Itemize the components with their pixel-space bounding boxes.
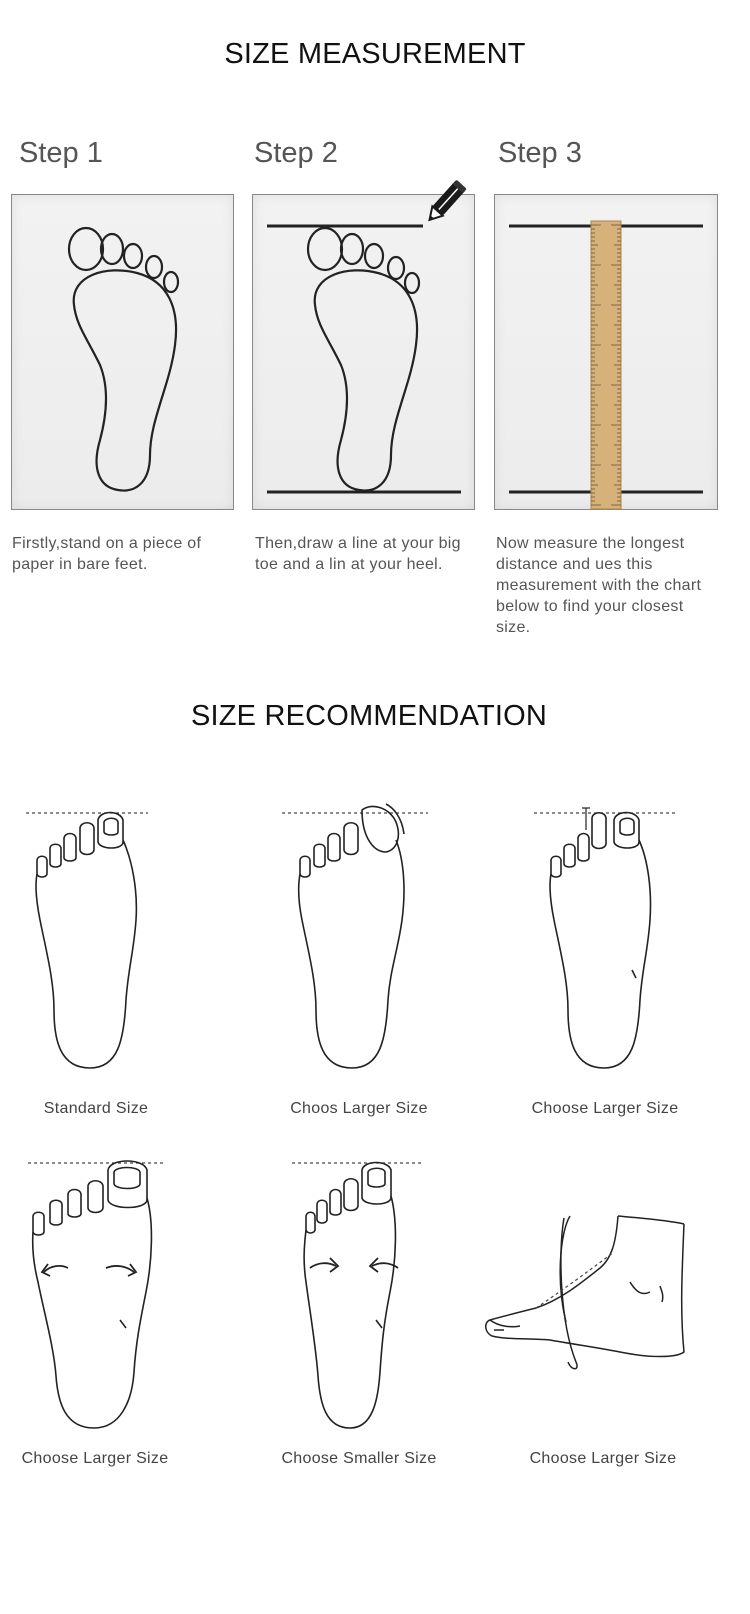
ruler-measurement-icon [495,195,717,509]
caption-long-second-toe: Choose Larger Size [531,1100,679,1117]
caption-narrow-foot: Choose Smaller Size [281,1450,437,1467]
footprint-with-lines-icon [253,195,474,509]
step-1-panel [11,194,234,510]
recommendation-title: SIZE RECOMMENDATION [190,700,548,732]
wide-foot-icon [20,1152,170,1432]
measurement-title: SIZE MEASUREMENT [224,38,526,70]
step-3-description: Now measure the longest distance and ues this measurement with the chart below to find your closest size. [496,535,702,636]
narrow-foot-icon [288,1152,428,1432]
step-2-panel [252,194,475,510]
long-second-toe-foot-icon [530,800,680,1075]
step-2-label: Step 2 [254,137,338,169]
caption-wide-foot: Choose Larger Size [21,1450,169,1467]
standard-foot-icon [20,800,160,1075]
caption-high-instep: Choose Larger Size [529,1450,677,1467]
high-instep-foot-icon [480,1212,690,1382]
step-3-panel [494,194,718,510]
pencil-icon [420,176,474,228]
step-1-description: Firstly,stand on a piece of paper in bare feet. [12,535,202,573]
bent-toe-foot-icon [278,800,428,1075]
footprint-icon [12,195,233,509]
step-1-label: Step 1 [19,137,103,169]
step-2-description: Then,draw a line at your big toe and a lin at your heel. [255,535,461,573]
step-3-label: Step 3 [498,137,582,169]
caption-standard-size: Standard Size [43,1100,149,1117]
ruler-icon [591,221,621,509]
caption-bent-toe: Choos Larger Size [290,1100,428,1117]
